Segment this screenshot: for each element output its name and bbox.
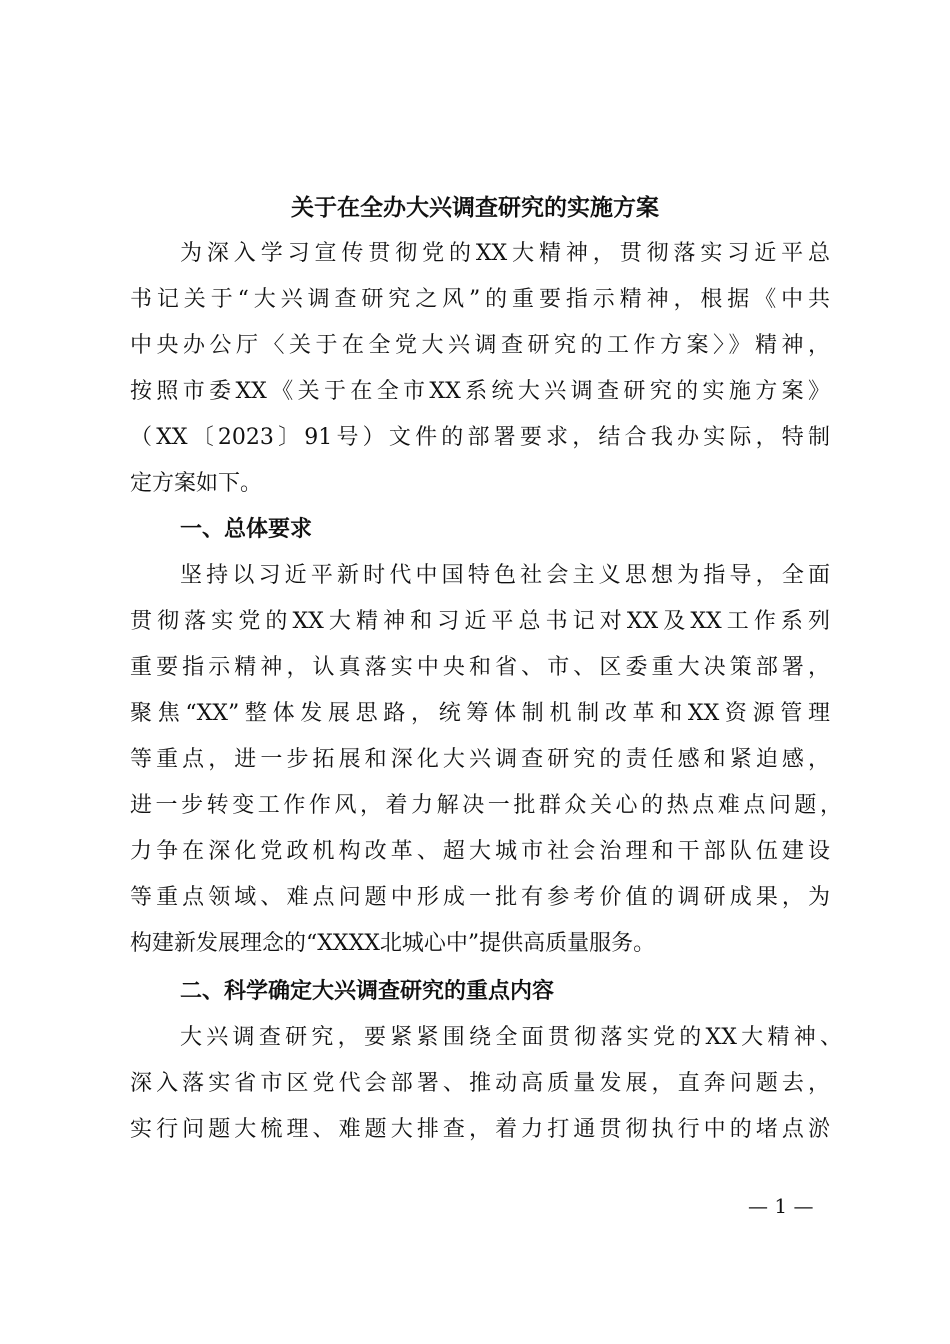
section-1-line-2: 贯彻落实党的XX大精神和习近平总书记对XX及XX工作系列 <box>130 609 830 634</box>
section-1-heading: 一、总体要求 <box>180 517 313 542</box>
section-2-line-2: 深入落实省市区党代会部署、推动高质量发展，直奔问题去， <box>130 1071 830 1096</box>
intro-line-6: 定方案如下。 <box>130 471 263 496</box>
intro-line-2: 书记关于“大兴调查研究之风”的重要指示精神，根据《中共 <box>130 287 830 312</box>
section-2-line-1: 大兴调查研究，要紧紧围绕全面贯彻落实党的XX大精神、 <box>180 1025 842 1050</box>
intro-line-3: 中央办公厅〈关于在全党大兴调查研究的工作方案〉》精神， <box>130 333 830 358</box>
section-1-line-3: 重要指示精神，认真落实中央和省、市、区委重大决策部署， <box>130 655 830 680</box>
section-1-line-9: 构建新发展理念的“XXXX北城心中”提供高质量服务。 <box>130 931 656 956</box>
section-1-line-6: 进一步转变工作作风，着力解决一批群众关心的热点难点问题， <box>130 793 842 818</box>
intro-line-1: 为深入学习宣传贯彻党的XX大精神，贯彻落实习近平总 <box>180 241 830 266</box>
intro-line-4: 按照市委XX《关于在全市XX系统大兴调查研究的实施方案》 <box>130 379 830 404</box>
intro-line-5: （XX〔2023〕91号）文件的部署要求，结合我办实际，特制 <box>130 425 830 450</box>
section-2-heading: 二、科学确定大兴调查研究的重点内容 <box>180 979 555 1004</box>
document-title: 关于在全办大兴调查研究的实施方案 <box>291 194 659 221</box>
section-1-line-8: 等重点领域、难点问题中形成一批有参考价值的调研成果，为 <box>130 885 830 910</box>
section-2-line-3: 实行问题大梳理、难题大排查，着力打通贯彻执行中的堵点淤 <box>130 1117 830 1142</box>
section-1-line-5: 等重点，进一步拓展和深化大兴调查研究的责任感和紧迫感， <box>130 747 830 772</box>
section-1-line-4: 聚焦“XX”整体发展思路，统筹体制机制改革和XX资源管理 <box>130 701 830 726</box>
page-number: — 1 — <box>748 1194 814 1218</box>
section-1-line-1: 坚持以习近平新时代中国特色社会主义思想为指导，全面 <box>180 563 830 588</box>
section-1-line-7: 力争在深化党政机构改革、超大城市社会治理和干部队伍建设 <box>130 839 830 864</box>
